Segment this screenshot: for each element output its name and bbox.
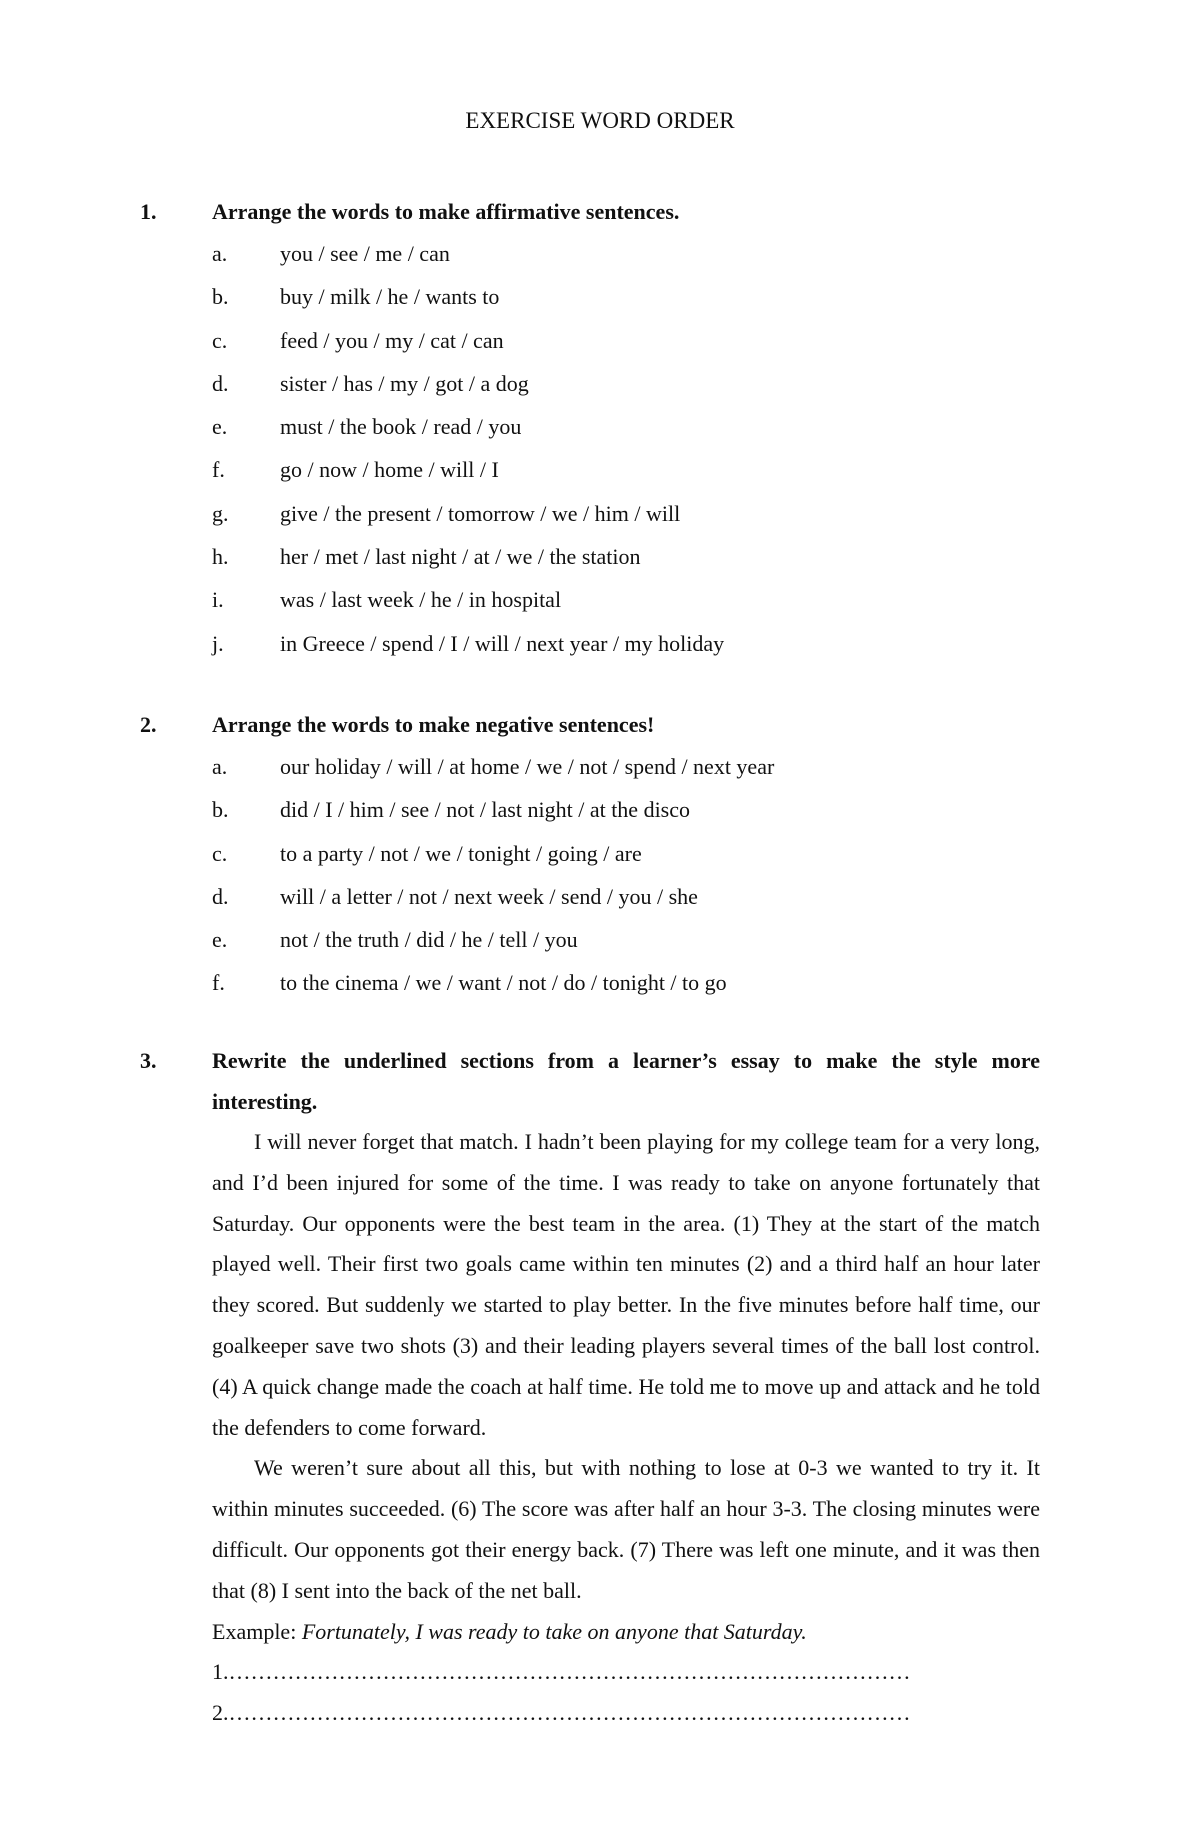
item-letter: g. xyxy=(212,500,229,526)
item-letter: i. xyxy=(212,587,224,613)
exercise-list xyxy=(212,745,1040,1005)
list-item xyxy=(212,788,1040,831)
section-rewrite xyxy=(140,1040,1040,1734)
list-item xyxy=(212,918,1040,961)
section-heading xyxy=(140,1040,1040,1122)
section-heading-text: Rewrite the underlined sections from a learner’s essay to make the style more interesting. xyxy=(212,1048,1040,1114)
list-item xyxy=(212,961,1040,1004)
item-text: her / met / last night / at / we / the station xyxy=(280,544,641,570)
essay-paragraph: I will never forget that match. I hadn’t been playing for my college team for a very long, and I’d been injured for some of the time. I was ready to take on anyone fortunately that Saturday. Our opponents were the best team in the area. (1) They at the start of the match played well. Their first two goals came within ten minutes (2) and a third half an hour later they scored. But suddenly we started to play better. In the five minutes before half time, our goalkeeper save two shots (3) and their leading players several times of the ball lost control. (4) A quick change made the coach at half time. He told me to move up and attack and he told the defenders to come forward. xyxy=(212,1129,1040,1440)
item-letter: j. xyxy=(212,630,224,656)
list-item xyxy=(212,832,1040,875)
item-text: was / last week / he / in hospital xyxy=(280,587,562,613)
list-item xyxy=(212,319,1040,362)
section-number: 1. xyxy=(140,199,157,224)
section-heading-text: Arrange the words to make negative sentences! xyxy=(212,712,655,737)
item-text: must / the book / read / you xyxy=(280,414,522,440)
item-text: our holiday / will / at home / we / not / spend / next year xyxy=(280,754,775,779)
item-text: go / now / home / will / I xyxy=(280,457,499,483)
list-item xyxy=(212,492,1040,535)
item-text: to the cinema / we / want / not / do / tonight / to go xyxy=(280,970,727,996)
item-letter: a. xyxy=(212,754,228,779)
example-label: Example: xyxy=(212,1618,302,1644)
list-item xyxy=(212,578,1040,621)
section-negative xyxy=(140,704,1040,1005)
answer-line[interactable]: 1.………………………………………………………………………………… xyxy=(212,1659,911,1685)
list-item xyxy=(212,232,1040,275)
item-letter: d. xyxy=(212,883,229,909)
item-text: buy / milk / he / wants to xyxy=(280,284,500,310)
item-letter: d. xyxy=(212,370,229,396)
list-item xyxy=(212,875,1040,918)
item-letter: h. xyxy=(212,544,229,570)
item-text: in Greece / spend / I / will / next year / my holiday xyxy=(280,630,725,656)
section-number: 3. xyxy=(140,1048,157,1073)
item-letter: b. xyxy=(212,797,229,823)
essay-paragraph: We weren’t sure about all this, but with nothing to lose at 0-3 we wanted to try it. It within minutes succeeded. (6) The score was after half an hour 3-3. The closing minutes were difficult. Our opponents got their energy back. (7) There was left one minute, and it was then that (8) I sent into the back of the net ball. xyxy=(212,1455,1040,1603)
section-heading-text: Arrange the words to make affirmative sentences. xyxy=(212,199,680,224)
item-text: not / the truth / did / he / tell / you xyxy=(280,927,578,953)
item-text: to a party / not / we / tonight / going / are xyxy=(280,840,642,866)
item-text: feed / you / my / cat / can xyxy=(280,327,504,353)
item-letter: c. xyxy=(212,327,228,353)
item-letter: f. xyxy=(212,457,225,483)
list-item xyxy=(212,535,1040,578)
item-text: did / I / him / see / not / last night / at the disco xyxy=(280,797,691,823)
section-heading xyxy=(140,704,1040,745)
list-item xyxy=(212,448,1040,491)
item-letter: a. xyxy=(212,241,228,266)
item-text: will / a letter / not / next week / send / you / she xyxy=(280,883,698,909)
item-letter: e. xyxy=(212,414,228,440)
list-item xyxy=(212,745,1040,788)
item-letter: b. xyxy=(212,284,229,310)
section-heading xyxy=(140,191,1040,232)
page-title: EXERCISE WORD ORDER xyxy=(465,108,735,133)
answer-line[interactable]: 2.………………………………………………………………………………… xyxy=(212,1700,911,1726)
example-text: Fortunately, I was ready to take on anyone that Saturday. xyxy=(301,1618,807,1644)
list-item xyxy=(212,275,1040,318)
item-letter: f. xyxy=(212,970,225,996)
section-number: 2. xyxy=(140,712,157,737)
example-line xyxy=(212,1612,1040,1653)
item-text: sister / has / my / got / a dog xyxy=(280,370,529,396)
list-item xyxy=(212,622,1040,665)
item-letter: c. xyxy=(212,840,228,866)
list-item xyxy=(212,362,1040,405)
section-affirmative xyxy=(140,191,1040,665)
item-letter: e. xyxy=(212,927,228,953)
list-item xyxy=(212,405,1040,448)
item-text: you / see / me / can xyxy=(280,241,450,266)
item-text: give / the present / tomorrow / we / him / will xyxy=(280,500,681,526)
exercise-list xyxy=(212,232,1040,665)
